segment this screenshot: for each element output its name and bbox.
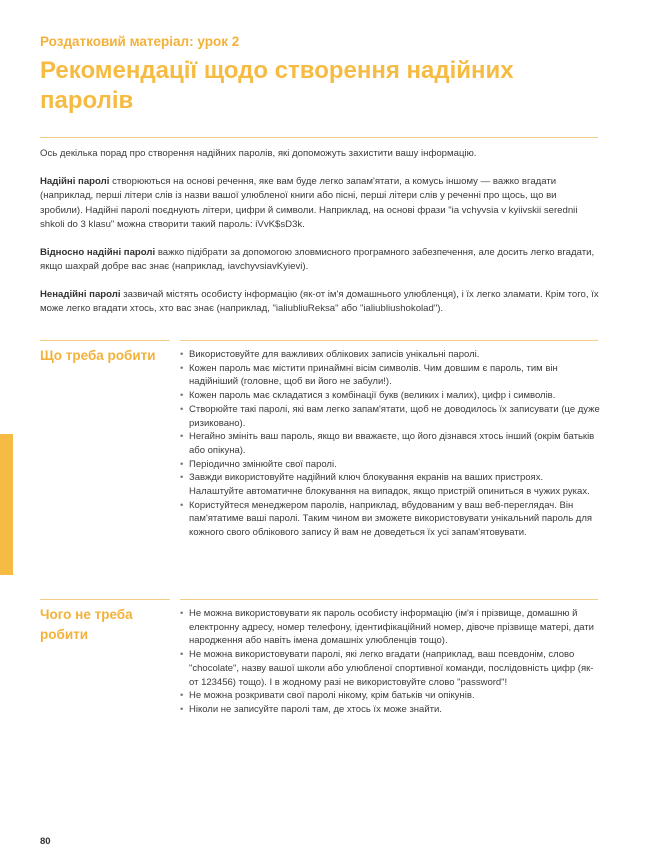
intro-paragraph: Ось декілька порад про створення надійних паролів, які допоможуть захистити вашу інформацію. bbox=[40, 148, 477, 159]
list-item: • Не можна розкривати свої паролі нікому, крім батьків чи опікунів. bbox=[180, 689, 600, 703]
list-item: • Кожен пароль має складатися з комбінації букв (великих і малих), цифр і символів. bbox=[180, 389, 600, 403]
title-divider bbox=[40, 137, 598, 138]
dos-heading: Що треба робити bbox=[40, 348, 156, 363]
weak-passwords-paragraph bbox=[40, 288, 600, 317]
moderate-passwords-paragraph bbox=[40, 246, 600, 275]
list-item: • Не можна використовувати паролі, які легко вгадати (наприклад, ваш псевдонім, слово "chocolate", назву вашої школи або улюбленої спортивної команди, послідовність цифр (як-от 123456) тощо). І в жодному разі не використовуйте слово "password"! bbox=[180, 648, 600, 689]
strong-passwords-term: Надійні паролі bbox=[40, 175, 110, 187]
list-item: • Створюйте такі паролі, які вам легко запам'ятати, щоб не доводилось їх записувати (це дуже ризиковано). bbox=[180, 403, 600, 430]
dos-list bbox=[180, 348, 600, 540]
list-item: • Завжди використовуйте надійний ключ блокування екранів на ваших пристроях. Налаштуйте автоматичне блокування на випадок, якщо пристрій опиниться в чужих руках. bbox=[180, 471, 600, 498]
list-item: • Користуйтеся менеджером паролів, наприклад, вбудованим у ваш веб-переглядач. Він пам'ятатиме ваші паролі. Таким чином ви зможете використовувати унікальний пароль для кожного свого облікового запису й вам не доведеться їх усі запам'ятовувати. bbox=[180, 499, 600, 540]
page-number: 80 bbox=[40, 836, 51, 847]
donts-section bbox=[40, 599, 598, 739]
strong-passwords-text: створюються на основі речення, яке вам буде легко запам'ятати, а комусь іншому — важко вгадати (наприклад, перші літери слів із назви вашої улюбленої книги або пісні, перші літери слів у реченні про щось, що ви зробили). Надійні паролі поєднують літери, цифри й символи. Наприклад, на основі фрази "ia vchyvsia v kyiivskii serednii shkoli do 3 klasu" можна створити такий пароль: iVvK$sD3k. bbox=[40, 175, 578, 230]
side-tab-marker bbox=[0, 434, 13, 575]
dos-list-rule bbox=[180, 340, 598, 341]
strong-passwords-paragraph bbox=[40, 175, 600, 233]
moderate-passwords-term: Відносно надійні паролі bbox=[40, 246, 156, 258]
list-item: • Періодично змінюйте свої паролі. bbox=[180, 458, 600, 472]
list-item: • Використовуйте для важливих облікових записів унікальні паролі. bbox=[180, 348, 600, 362]
moderate-passwords-text: важко підібрати за допомогою зловмисного програмного забезпечення, але досить легко вгадати, якщо шахрай добре вас знає (наприклад, iavchyvsiavKyievi). bbox=[40, 246, 595, 272]
intro-section bbox=[40, 147, 600, 330]
weak-passwords-term: Ненадійні паролі bbox=[40, 288, 121, 300]
list-item: • Не можна використовувати як пароль особисту інформацію (ім'я і прізвище, домашню й електронну адресу, номер телефону, ідентифікаційний номер, дівоче прізвище матері, дати народження або навіть імена домашніх улюбленців тощо). bbox=[180, 607, 600, 648]
donts-heading: Чого не треба робити bbox=[40, 607, 133, 642]
weak-passwords-text: зазвичай містять особисту інформацію (як-от ім'я домашнього улюбленця), і їх легко зламати. Крім того, їх може легко вгадати хтось, хто вас знає (наприклад, "ialiubliuReksa" або "ialiubliushokolad"). bbox=[40, 288, 599, 314]
donts-heading-rule bbox=[40, 599, 170, 600]
dos-section bbox=[40, 340, 598, 580]
dos-heading-rule bbox=[40, 340, 170, 341]
page-title: Рекомендації щодо створення надійних паролів bbox=[40, 57, 514, 114]
list-item: • Ніколи не записуйте паролі там, де хтось їх може знайти. bbox=[180, 703, 600, 717]
handout-subtitle: Роздатковий матеріал: урок 2 bbox=[40, 34, 240, 49]
donts-list-rule bbox=[180, 599, 598, 600]
donts-list bbox=[180, 607, 600, 717]
list-item: • Кожен пароль має містити принаймні вісім символів. Чим довшим є пароль, тим він надійніший (головне, щоб ви його не забули!). bbox=[180, 362, 600, 389]
list-item: • Негайно змініть ваш пароль, якщо ви вважаєте, що його дізнався хтось інший (окрім батьків або опікуна). bbox=[180, 430, 600, 457]
